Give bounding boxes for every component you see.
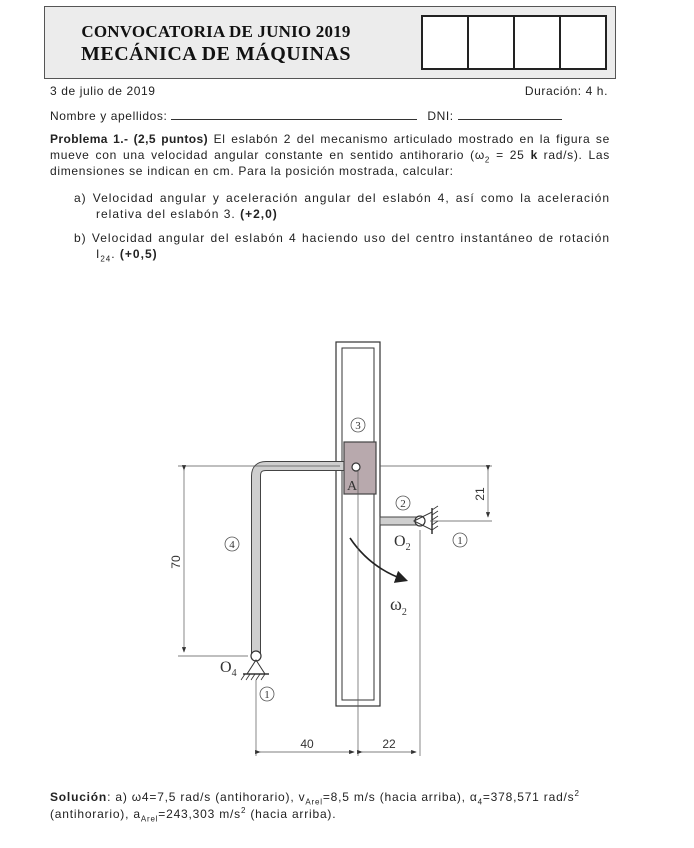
- problem-text: = 25: [490, 148, 531, 162]
- label-1b: 1: [264, 689, 270, 701]
- link-4-outline: [256, 466, 356, 656]
- question-b-text: b) Velocidad angular del eslabón 4 haciendo uso del centro instantáneo de rotación I: [74, 231, 610, 261]
- question-a-points: (+2,0): [235, 207, 278, 221]
- unit-vector-k: k: [530, 148, 538, 162]
- problem-text: El eslabón 2 del mecanismo articulado mostrado en la figura se mueve con una velocidad angular constante en sentido antihorario (ω: [50, 132, 611, 162]
- dim-22: 22: [382, 737, 396, 751]
- label-O4: $O_4$: [220, 659, 237, 679]
- superscript: 2: [240, 806, 247, 815]
- problem-title: Problema 1.- (2,5 puntos): [50, 132, 209, 146]
- solution-text: =243,303 m/s: [158, 807, 241, 821]
- omega-label: $\omega_2$: [390, 594, 407, 618]
- label-2: 2: [400, 498, 406, 510]
- label-O2: $O_2$: [394, 533, 411, 553]
- dim-21: 21: [473, 487, 487, 501]
- solution-label: Solución: [50, 790, 108, 804]
- exam-duration: Duración: 4 h.: [524, 84, 608, 98]
- subscript: Arel: [140, 814, 159, 824]
- question-a-text: a) Velocidad angular y aceleración angular del eslabón 4, así como la aceleración relativa del eslabón 3.: [74, 191, 610, 221]
- dimension-lines: [178, 466, 492, 756]
- question-b-points: (+0,5): [115, 247, 158, 261]
- subscript: 4: [477, 797, 483, 807]
- superscript: 2: [574, 789, 580, 798]
- ground-support-O4: [247, 660, 265, 674]
- label-1: 1: [457, 535, 463, 547]
- dim-70: 70: [169, 555, 183, 569]
- solution-text: (hacia arriba).: [246, 807, 337, 821]
- pin-A: [352, 463, 360, 471]
- course-title: MECÁNICA DE MÁQUINAS: [80, 43, 351, 65]
- solution: [50, 789, 610, 823]
- label-4: 4: [229, 539, 235, 551]
- link-4: [256, 466, 356, 656]
- exam-title: CONVOCATORIA DE JUNIO 2019: [81, 22, 351, 41]
- name-label: Nombre y apellidos:: [50, 109, 168, 123]
- ground-hatch: [432, 506, 438, 530]
- ground-hatch: [241, 674, 265, 680]
- solution-text: (antihorario), a: [50, 807, 141, 821]
- label-A: A: [347, 479, 358, 494]
- subscript: 2: [484, 155, 491, 165]
- label-3: 3: [355, 420, 361, 432]
- dim-40: 40: [300, 737, 314, 751]
- subscript: Arel: [305, 797, 323, 807]
- solution-text: =8,5 m/s (hacia arriba), α: [322, 790, 478, 804]
- question-b-text: .: [111, 247, 116, 261]
- solution-text: =378,571 rad/s: [482, 790, 575, 804]
- dni-label: DNI:: [427, 109, 454, 123]
- subscript: 24: [100, 254, 112, 264]
- exam-date: 3 de julio de 2019: [50, 84, 156, 98]
- solution-text: : a) ω4=7,5 rad/s (antihorario), v: [107, 790, 306, 804]
- problem-text: rad/s). Las dimensiones se indican en cm. Para la posición mostrada, calcular:: [50, 148, 611, 178]
